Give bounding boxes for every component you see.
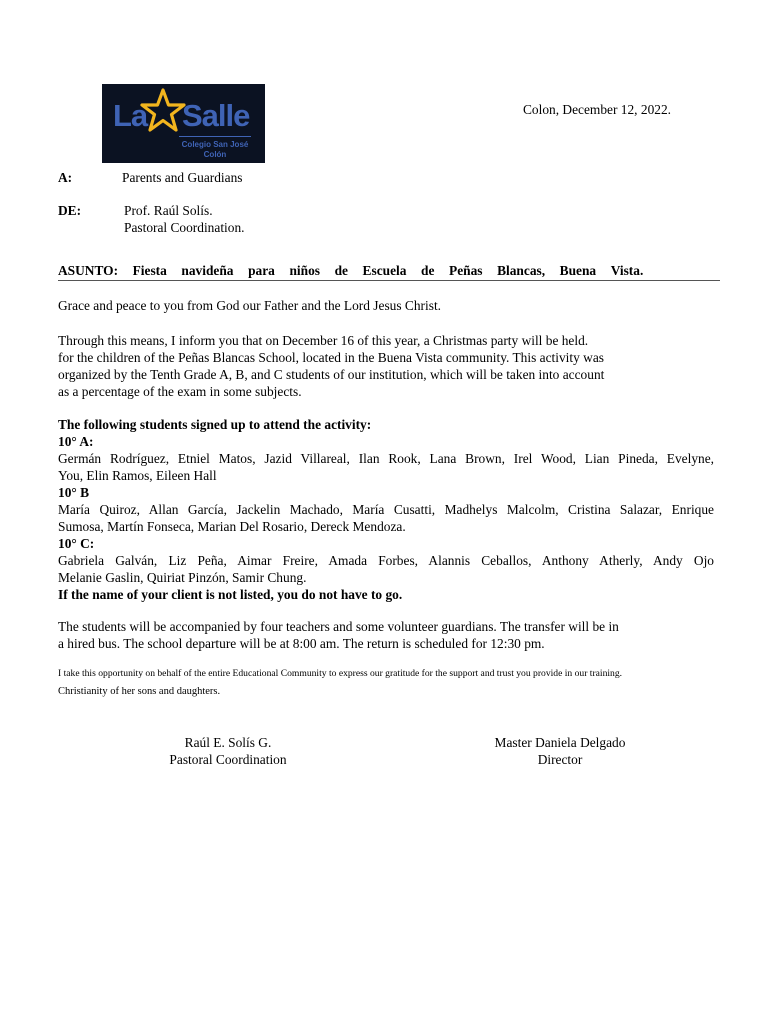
logo-brand-la: La [113, 98, 148, 133]
group-names [58, 552, 714, 586]
subject-word: ASUNTO: [58, 263, 119, 278]
signature-director [460, 735, 660, 768]
transport-line: The students will be accompanied by four teachers and some volunteer guardians. The transfer will be in [58, 619, 619, 634]
group-names [58, 501, 714, 535]
from-title: Pastoral Coordination. [124, 220, 245, 235]
body-line: as a percentage of the exam in some subjects. [58, 384, 302, 399]
letter-date: Colon, December 12, 2022. [523, 102, 672, 117]
logo-brand-salle: Salle [182, 98, 250, 133]
student-line: You, Elin Ramos, Eileen Hall [58, 468, 217, 483]
subject-line [58, 263, 720, 279]
body-line: for the children of the Peñas Blancas School, located in the Buena Vista community. This activity was [58, 350, 604, 365]
student-line: Germán Rodríguez, Etniel Matos, Jazid Villareal, Ilan Rook, Lana Brown, Irel Wood, Lian Pineda, Evelyne, [58, 451, 714, 466]
from-name: Prof. Raúl Solís. [124, 203, 213, 218]
subject-divider [58, 280, 720, 281]
students-section [58, 416, 714, 603]
group-label: 10° B [58, 485, 90, 500]
subject-word: Blancas, [497, 263, 546, 278]
body-line: Through this means, I inform you that on December 16 of this year, a Christmas party will be held. [58, 333, 589, 348]
student-line: Sumosa, Martín Fonseca, Marian Del Rosario, Dereck Mendoza. [58, 519, 406, 534]
body-paragraph [58, 332, 714, 400]
signature-title: Pastoral Coordination [169, 751, 287, 767]
subject-word: navideña [181, 263, 234, 278]
students-heading: The following students signed up to attend the activity: [58, 417, 372, 432]
student-line: Melanie Gaslin, Quiriat Pinzón, Samir Chung. [58, 570, 307, 585]
subject-word: niños [289, 263, 320, 278]
la-salle-logo [102, 84, 265, 163]
subject-word: Peñas [449, 263, 483, 278]
thanks-line: I take this opportunity on behalf of the entire Educational Community to express our gratitude for the support and trust you provide in our training. [58, 668, 623, 679]
transport-line: a hired bus. The school departure will be at 8:00 am. The return is scheduled for 12:30 pm. [58, 636, 545, 651]
logo-school-name: Colegio San José [181, 140, 249, 149]
subject-word: Vista. [610, 263, 644, 278]
transport-paragraph [58, 618, 714, 652]
to-label: A: [58, 170, 73, 185]
subject-word: de [421, 263, 435, 278]
group-names [58, 450, 714, 484]
group-label: 10° C: [58, 536, 95, 551]
subject-word: Buena [559, 263, 597, 278]
signature-name: Master Daniela Delgado [494, 735, 626, 750]
student-line: María Quiroz, Allan García, Jackelin Machado, María Cusatti, Madhelys Malcolm, Cristina Salazar, Enrique [58, 502, 714, 517]
subject-word: Fiesta [132, 263, 167, 278]
group-label: 10° A: [58, 434, 94, 449]
signature-title: Director [537, 751, 583, 767]
thanks-line: Christianity of her sons and daughters. [58, 686, 221, 697]
signature-name: Raúl E. Solís G. [184, 735, 272, 750]
logo-divider [179, 136, 251, 137]
from-label: DE: [58, 203, 82, 218]
subject-word: Escuela [362, 263, 407, 278]
to-value: Parents and Guardians [122, 170, 243, 185]
signature-coordination [128, 735, 328, 768]
subject-word: para [248, 263, 275, 278]
logo-school-city: Colón [203, 150, 227, 159]
greeting: Grace and peace to you from God our Father and the Lord Jesus Christ. [58, 298, 442, 313]
student-line: Gabriela Galván, Liz Peña, Aimar Freire, Amada Forbes, Alannis Ceballos, Anthony Atherly, Andy Ojo [58, 553, 714, 568]
not-listed-notice: If the name of your client is not listed, you do not have to go. [58, 587, 403, 602]
star-icon [139, 87, 187, 135]
body-line: organized by the Tenth Grade A, B, and C students of our institution, which will be taken into account [58, 367, 605, 382]
subject-word: de [334, 263, 348, 278]
